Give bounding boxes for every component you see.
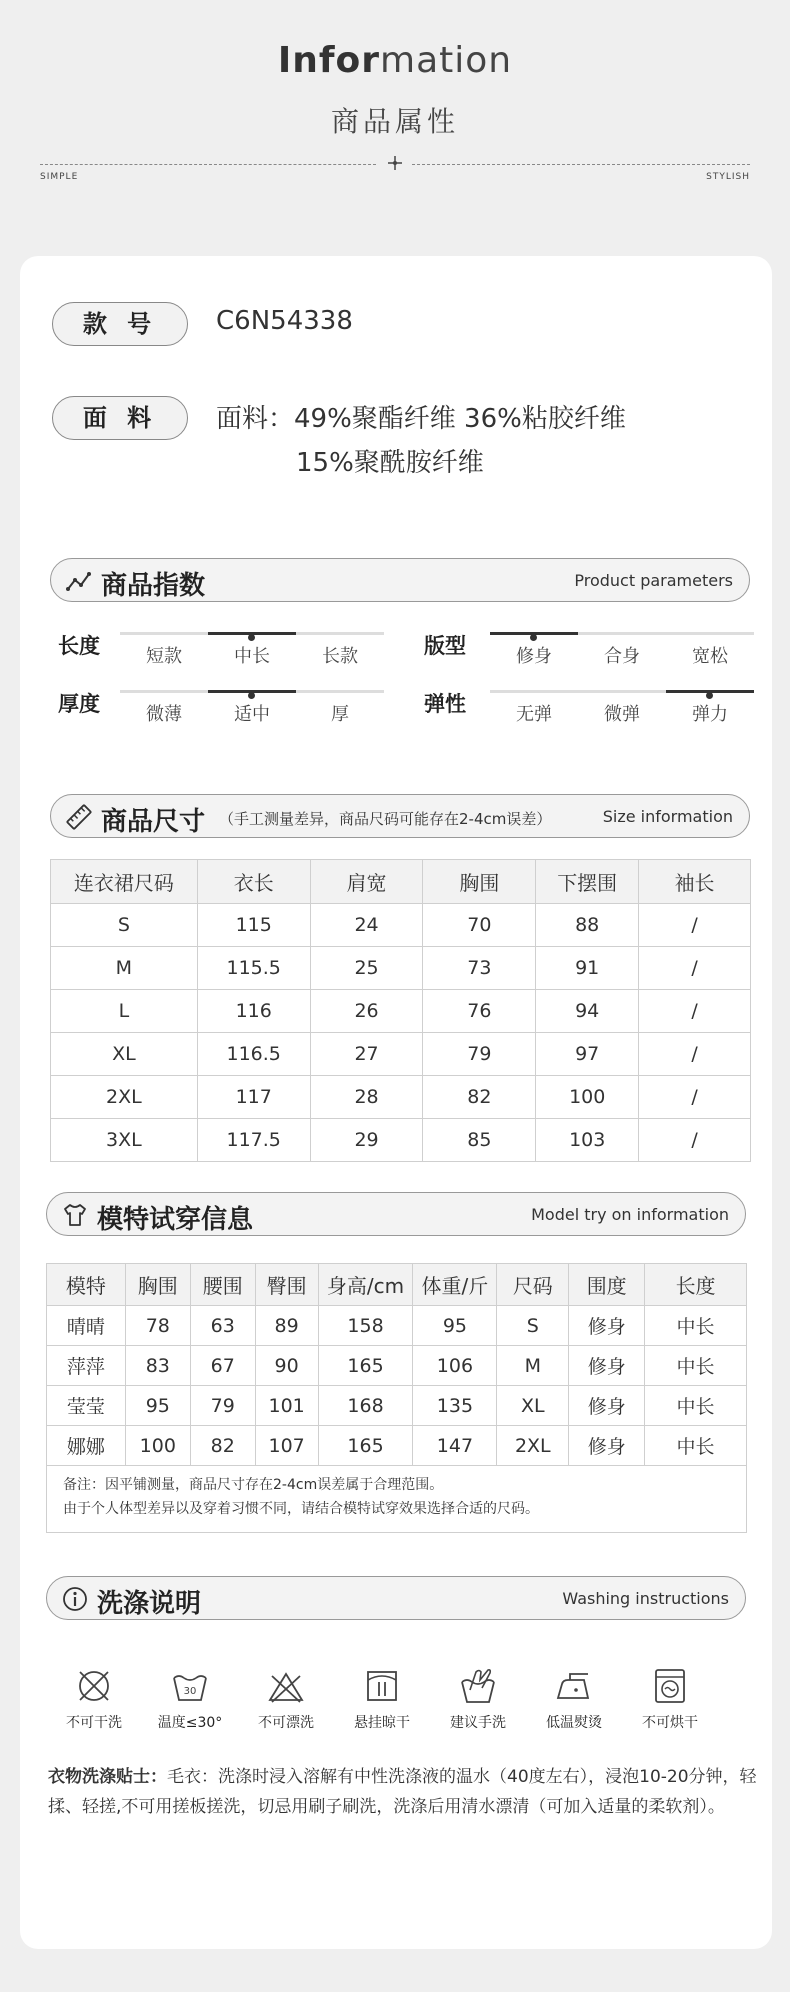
size-cell: 97 [536,1033,639,1076]
model-header-cell: 围度 [569,1264,645,1306]
model-cell: 2XL [497,1426,569,1466]
size-cell: 115 [197,904,310,947]
params-title: 商品指数 [101,571,206,601]
thickness-option: 厚 [331,704,349,725]
wash-label: 不可烘干 [642,1715,698,1731]
size-cell: 88 [536,904,639,947]
size-cell: 100 [536,1076,639,1119]
model-header-cell: 身高/cm [318,1264,413,1306]
info-icon [61,1585,89,1613]
model-cell: 67 [190,1346,255,1386]
model-cell: 107 [255,1426,318,1466]
size-table-row [51,1033,751,1076]
size-cell: XL [51,1033,198,1076]
thickness-label: 厚度 [58,692,100,716]
shirt-icon [61,1201,89,1229]
crosshair-icon [388,156,402,170]
size-cell: 103 [536,1119,639,1162]
low-iron-icon [554,1666,594,1706]
size-cell: 70 [423,904,536,947]
size-cell: 73 [423,947,536,990]
size-cell: 116 [197,990,310,1033]
model-en-title: Model try on information [531,1205,729,1224]
wash-item-no-tumble-dry [622,1666,718,1732]
model-table-header-row [47,1264,747,1306]
wash-item-no-dry-clean [46,1666,142,1732]
model-section-bar [46,1192,746,1236]
size-cell: 94 [536,990,639,1033]
model-cell: 90 [255,1346,318,1386]
length-option: 短款 [146,646,182,667]
model-cell: 95 [413,1306,497,1346]
model-cell: 89 [255,1306,318,1346]
model-cell: 106 [413,1346,497,1386]
wash-label: 悬挂晾干 [354,1715,410,1731]
wash-en-title: Washing instructions [562,1589,729,1608]
model-cell: 修身 [569,1346,645,1386]
model-note-line-2: 由于个人体型差异以及穿着习惯不同，请结合模特试穿效果选择合适的尺码。 [63,1501,539,1517]
product-info-card [20,256,772,1949]
size-cell: 29 [310,1119,423,1162]
size-cell: 82 [423,1076,536,1119]
model-table-row [47,1426,747,1466]
model-header-cell: 尺码 [497,1264,569,1306]
model-header-cell: 胸围 [125,1264,190,1306]
no-bleach-icon [266,1666,306,1706]
size-cell: L [51,990,198,1033]
size-cell: 115.5 [197,947,310,990]
model-cell: 修身 [569,1426,645,1466]
size-cell: / [639,947,751,990]
wash-label: 建议手洗 [450,1715,506,1731]
fit-label: 版型 [424,634,466,658]
model-cell: 158 [318,1306,413,1346]
fit-marker [530,634,537,641]
size-cell: 116.5 [197,1033,310,1076]
model-table-row [47,1306,747,1346]
model-cell: XL [497,1386,569,1426]
style-number-value: C6N54338 [216,306,353,336]
size-en-title: Size information [602,807,733,826]
elasticity-option: 微弹 [604,704,640,725]
model-table [46,1263,747,1466]
size-cell: 117 [197,1076,310,1119]
size-table-header-row [51,860,751,904]
size-note: （手工测量差异，商品尺码可能存在2-4cm误差） [219,810,552,828]
size-table-row [51,947,751,990]
wash-item-line-dry [334,1666,430,1732]
size-cell: 79 [423,1033,536,1076]
header-divider-right [412,164,750,165]
params-en-title: Product parameters [574,571,733,590]
model-note-box [46,1465,747,1533]
model-title: 模特试穿信息 [97,1205,254,1235]
model-cell: 147 [413,1426,497,1466]
wash-item-hand-wash [430,1666,526,1732]
model-header-cell: 臀围 [255,1264,318,1306]
model-table-row [47,1346,747,1386]
size-cell: 27 [310,1033,423,1076]
size-cell: / [639,904,751,947]
size-cell: 26 [310,990,423,1033]
model-cell: 娜娜 [47,1426,126,1466]
elasticity-marker [706,692,713,699]
fit-option: 合身 [604,646,640,667]
wash-item-no-bleach [238,1666,334,1732]
wash-label: 温度≤30° [157,1715,223,1731]
size-table-row [51,904,751,947]
length-label: 长度 [58,634,100,658]
no-dry-clean-icon [74,1666,114,1706]
model-cell: 78 [125,1306,190,1346]
model-cell: 修身 [569,1306,645,1346]
size-table-row [51,990,751,1033]
fabric-line-2: 15%聚酰胺纤维 [296,448,484,478]
size-table-row [51,1119,751,1162]
size-header-cell: 胸围 [423,860,536,904]
thickness-option: 微薄 [146,704,182,725]
fabric-line-1: 面料：49%聚酯纤维 36%粘胶纤维 [216,404,626,434]
thickness-marker [248,692,255,699]
size-header-cell: 肩宽 [310,860,423,904]
fit-option: 修身 [516,646,552,667]
header-title: Information [277,40,513,81]
size-cell: 117.5 [197,1119,310,1162]
model-note-line-1: 备注：因平铺测量，商品尺寸存在2-4cm误差属于合理范围。 [63,1477,444,1493]
size-cell: 28 [310,1076,423,1119]
length-marker [248,634,255,641]
wash-item-30-degree [142,1666,238,1732]
model-cell: 萍萍 [47,1346,126,1386]
size-cell: / [639,1119,751,1162]
model-cell: 82 [190,1426,255,1466]
model-cell: 晴晴 [47,1306,126,1346]
model-header-cell: 腰围 [190,1264,255,1306]
header-subtitle: 商品属性 [330,105,459,138]
wash-30-icon [170,1666,210,1706]
hand-wash-icon [458,1666,498,1706]
params-section-bar [50,558,750,602]
wash-section-bar [46,1576,746,1620]
model-cell: 95 [125,1386,190,1426]
model-cell: 63 [190,1306,255,1346]
size-header-cell: 下摆围 [536,860,639,904]
model-cell: 莹莹 [47,1386,126,1426]
size-cell: 24 [310,904,423,947]
size-cell: 2XL [51,1076,198,1119]
model-cell: 中长 [645,1346,747,1386]
simple-tag: SIMPLE [40,172,79,182]
size-header-cell: 衣长 [197,860,310,904]
ruler-icon [65,803,93,831]
model-cell: 168 [318,1386,413,1426]
size-cell: 85 [423,1119,536,1162]
wash-tips [48,1762,762,1822]
fabric-pill: 面 料 [52,396,188,440]
no-tumble-dry-icon [650,1666,690,1706]
elasticity-label: 弹性 [424,692,466,716]
model-cell: 135 [413,1386,497,1426]
model-cell: 101 [255,1386,318,1426]
size-cell: / [639,1076,751,1119]
size-section-bar [50,794,750,838]
model-cell: S [497,1306,569,1346]
size-cell: / [639,990,751,1033]
size-cell: S [51,904,198,947]
size-cell: 25 [310,947,423,990]
model-table-row [47,1386,747,1426]
wash-title: 洗涤说明 [97,1589,202,1619]
model-cell: 165 [318,1346,413,1386]
wash-label: 不可漂洗 [258,1715,314,1731]
length-option: 中长 [234,646,270,667]
size-table-row [51,1076,751,1119]
model-cell: 100 [125,1426,190,1466]
page-header [0,0,790,250]
size-cell: 76 [423,990,536,1033]
model-header-cell: 模特 [47,1264,126,1306]
model-header-cell: 长度 [645,1264,747,1306]
wash-label: 低温熨烫 [546,1715,602,1731]
model-cell: 165 [318,1426,413,1466]
size-cell: M [51,947,198,990]
model-cell: 中长 [645,1306,747,1346]
wash-label: 不可干洗 [66,1715,122,1731]
model-header-cell: 体重/斤 [413,1264,497,1306]
length-option: 长款 [322,646,358,667]
size-cell: / [639,1033,751,1076]
thickness-option: 适中 [234,704,270,725]
fit-option: 宽松 [692,646,728,667]
size-cell: 3XL [51,1119,198,1162]
size-title: 商品尺寸 [101,807,206,837]
model-cell: 修身 [569,1386,645,1426]
wash-item-low-iron [526,1666,622,1732]
size-cell: 91 [536,947,639,990]
elasticity-option: 弹力 [692,704,728,725]
model-cell: 83 [125,1346,190,1386]
wash-30-icon-text: 30 [183,1686,197,1697]
elasticity-option: 无弹 [516,704,552,725]
header-divider-left [40,164,376,165]
size-header-cell: 袖长 [639,860,751,904]
model-cell: 79 [190,1386,255,1426]
wash-tips-body: 毛衣：洗涤时浸入溶解有中性洗涤液的温水（40度左右），浸泡10-20分钟，轻揉、轻搓,不可用搓板搓洗，切忌用刷子刷洗，洗涤后用清水漂清（可加入适量的柔软剂）。 [48,1767,757,1817]
trend-line-icon [65,567,93,595]
model-cell: M [497,1346,569,1386]
stylish-tag: STYLISH [706,172,750,182]
size-table [50,859,751,1162]
wash-tips-title: 衣物洗涤贴士： [48,1767,167,1787]
size-header-cell: 连衣裙尺码 [51,860,198,904]
line-dry-icon [362,1666,402,1706]
style-number-pill: 款 号 [52,302,188,346]
model-cell: 中长 [645,1426,747,1466]
model-cell: 中长 [645,1386,747,1426]
